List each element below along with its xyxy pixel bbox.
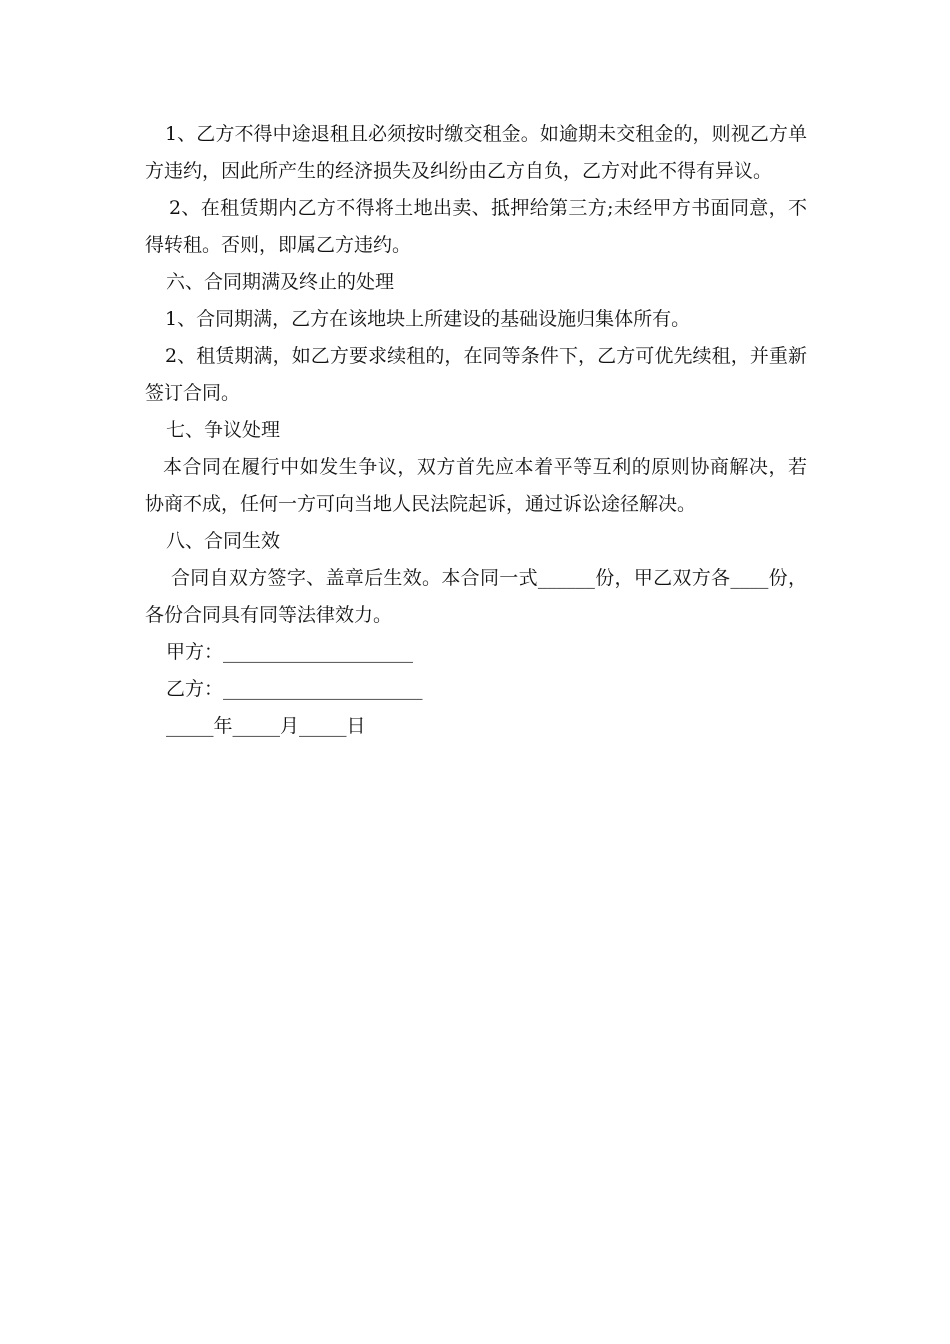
section-7-heading: 七、争议处理 [166, 419, 281, 441]
document-body [145, 116, 807, 745]
clause-2-paragraph: 2、在租赁期内乙方不得将土地出卖、抵押给第三方;未经甲方书面同意，不得转租。否则，即属乙方违约。 [145, 197, 807, 256]
section-6-clause-2: 2、租赁期满，如乙方要求续租的，在同等条件下，乙方可优先续租，并重新签订合同。 [145, 345, 807, 404]
date-line: _____年_____月_____日 [166, 715, 366, 737]
section-8-body: 合同自双方签字、盖章后生效。本合同一式______份，甲乙双方各____份，各份合同具有同等法律效力。 [145, 567, 807, 626]
section-7-body: 本合同在履行中如发生争议，双方首先应本着平等互利的原则协商解决，若协商不成，任何一方可向当地人民法院起诉，通过诉讼途径解决。 [145, 456, 807, 515]
section-6-clause-1: 1、合同期满，乙方在该地块上所建设的基础设施归集体所有。 [165, 308, 691, 330]
section-6-heading: 六、合同期满及终止的处理 [166, 271, 395, 293]
section-8-heading: 八、合同生效 [166, 530, 281, 552]
party-b-signature-line: 乙方：_____________________ [166, 678, 423, 700]
party-a-signature-line: 甲方：____________________ [166, 641, 414, 663]
clause-1-paragraph: 1、乙方不得中途退租且必须按时缴交租金。如逾期未交租金的，则视乙方单方违约，因此所产生的经济损失及纠纷由乙方自负，乙方对此不得有异议。 [145, 123, 807, 182]
